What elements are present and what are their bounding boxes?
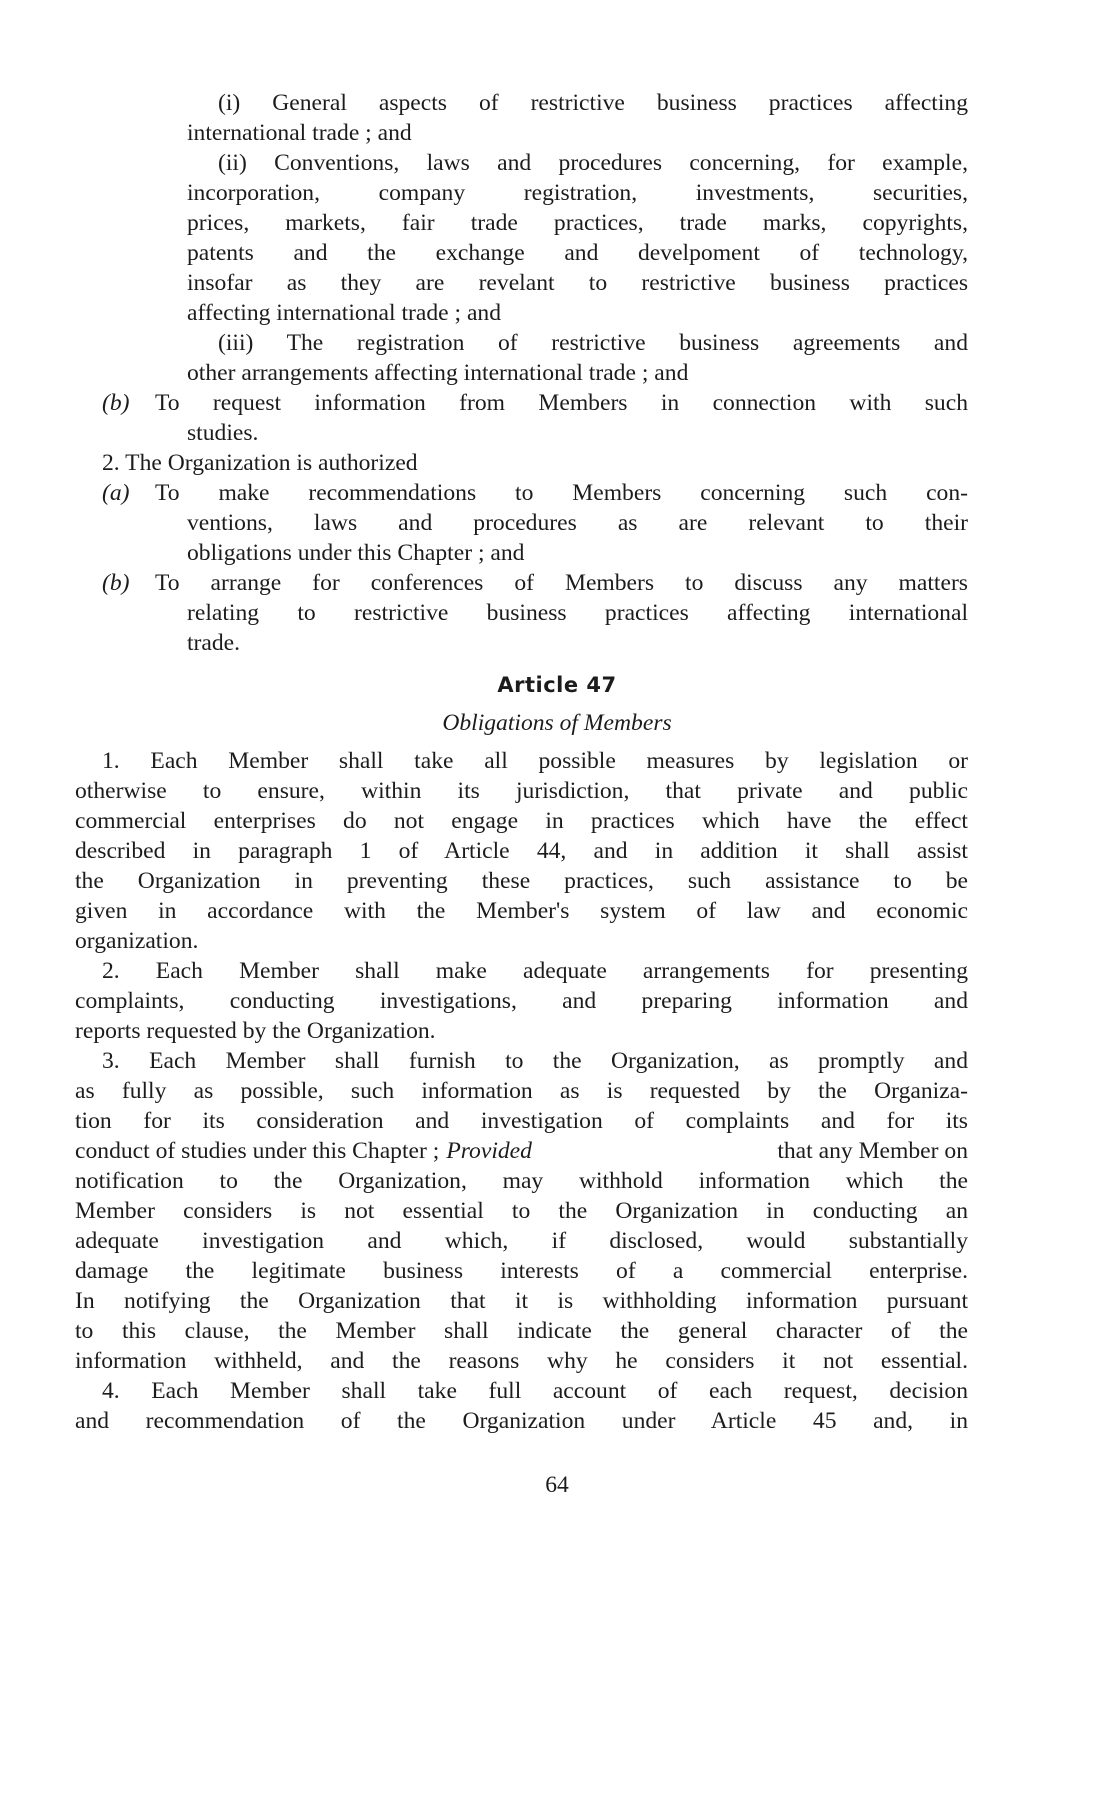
text-line: insofar as they are revelant to restrictive business practices: [187, 270, 968, 296]
text-line: as fully as possible, such information as is requested by the Organiza-: [75, 1078, 968, 1104]
text-line: (iii) The registration of restrictive business agreements and: [218, 330, 968, 356]
text-line: information withheld, and the reasons why he considers it not essential.: [75, 1348, 968, 1374]
text-line: notification to the Organization, may withhold information which the: [75, 1168, 968, 1194]
text-segment: that any Member on: [777, 1138, 968, 1164]
item-label: (b): [102, 570, 130, 596]
article-subtitle: Obligations of Members: [442, 710, 672, 736]
text-line: 1. Each Member shall take all possible measures by legislation or: [102, 748, 968, 774]
text-line: tion for its consideration and investigation of complaints and for its: [75, 1108, 968, 1134]
text-line: 2. Each Member shall make adequate arrangements for presenting: [102, 958, 968, 984]
text-line: organization.: [75, 928, 199, 954]
text-line: to this clause, the Member shall indicate the general character of the: [75, 1318, 968, 1344]
text-line: prices, markets, fair trade practices, trade marks, copyrights,: [187, 210, 968, 236]
text-line: To request information from Members in connection with such: [155, 390, 968, 416]
text-segment: conduct of studies under this Chapter ;: [75, 1138, 440, 1164]
text-line: ventions, laws and procedures as are relevant to their: [187, 510, 968, 536]
text-line: described in paragraph 1 of Article 44, and in addition it shall assist: [75, 838, 968, 864]
text-line: 2. The Organization is authorized: [102, 450, 418, 476]
text-line: complaints, conducting investigations, and preparing information and: [75, 988, 968, 1014]
text-line: (ii) Conventions, laws and procedures concerning, for example,: [218, 150, 968, 176]
item-label: (a): [102, 480, 130, 506]
text-line: other arrangements affecting international trade ; and: [187, 360, 689, 386]
provided-word: Provided: [446, 1138, 532, 1164]
text-line: (i) General aspects of restrictive business practices affecting: [218, 90, 968, 116]
text-line: In notifying the Organization that it is withholding information pursuant: [75, 1288, 968, 1314]
text-line: affecting international trade ; and: [187, 300, 502, 326]
text-line: trade.: [187, 630, 241, 656]
text-line: incorporation, company registration, investments, securities,: [187, 180, 968, 206]
text-line: obligations under this Chapter ; and: [187, 540, 525, 566]
text-line: To arrange for conferences of Members to discuss any matters: [155, 570, 968, 596]
item-label: (b): [102, 390, 130, 416]
text-line: reports requested by the Organization.: [75, 1018, 436, 1044]
text-line: given in accordance with the Member's system of law and economic: [75, 898, 968, 924]
text-line: international trade ; and: [187, 120, 412, 146]
article-heading: Article 47: [497, 673, 617, 697]
text-line: the Organization in preventing these practices, such assistance to be: [75, 868, 968, 894]
text-line: [75, 1136, 968, 1166]
text-line: adequate investigation and which, if disclosed, would substantially: [75, 1228, 968, 1254]
text-line: commercial enterprises do not engage in practices which have the effect: [75, 808, 968, 834]
text-line: damage the legitimate business interests of a commercial enterprise.: [75, 1258, 968, 1284]
text-line: Member considers is not essential to the Organization in conducting an: [75, 1198, 968, 1224]
text-line: 3. Each Member shall furnish to the Organization, as promptly and: [102, 1048, 968, 1074]
text-line: studies.: [187, 420, 259, 446]
text-line: patents and the exchange and develpoment of technology,: [187, 240, 968, 266]
text-line: To make recommendations to Members concerning such con-: [155, 480, 968, 506]
text-line: relating to restrictive business practices affecting international: [187, 600, 968, 626]
text-line: and recommendation of the Organization under Article 45 and, in: [75, 1408, 968, 1434]
text-line: otherwise to ensure, within its jurisdiction, that private and public: [75, 778, 968, 804]
text-line: 4. Each Member shall take full account of each request, decision: [102, 1378, 968, 1404]
page-number: 64: [545, 1472, 569, 1498]
